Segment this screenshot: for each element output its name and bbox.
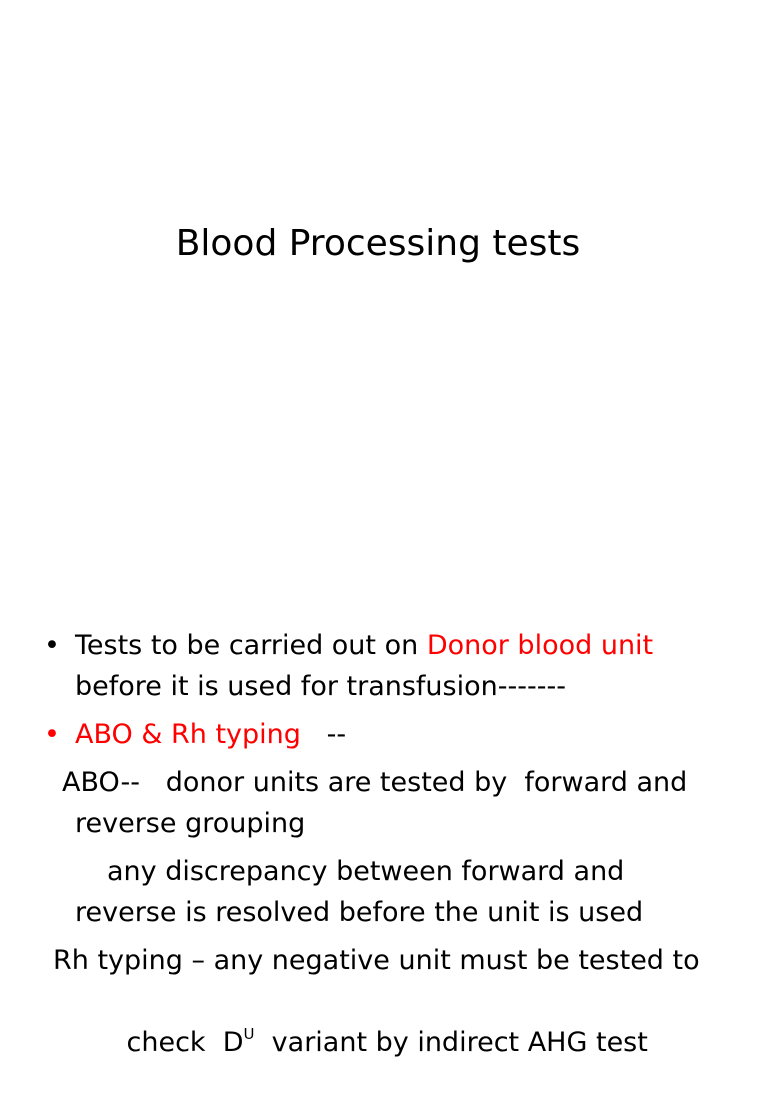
bullet-dot: • bbox=[44, 630, 60, 661]
bullet1-highlight: Donor blood unit bbox=[426, 630, 654, 661]
bullet-dot: • bbox=[44, 719, 60, 750]
bullet1-line1 bbox=[75, 625, 653, 666]
rh-line2-text: check D bbox=[126, 1027, 244, 1058]
rh-line1: Rh typing – any negative unit must be tested to bbox=[53, 945, 700, 976]
rh-line2 bbox=[75, 981, 648, 1104]
abo-line3: any discrepancy between forward and bbox=[107, 856, 625, 887]
rh-superscript: U bbox=[243, 1025, 255, 1043]
bullet1-line2: before it is used for transfusion------- bbox=[75, 671, 566, 702]
abo-line4: reverse is resolved before the unit is used bbox=[75, 897, 644, 928]
bullet2-suffix: -- bbox=[300, 719, 347, 750]
bullet2-line bbox=[75, 714, 346, 755]
bullet2-highlight: ABO & Rh typing bbox=[75, 719, 301, 750]
bullet1-text: Tests to be carried out on bbox=[75, 630, 427, 661]
abo-line2: reverse grouping bbox=[75, 808, 306, 839]
abo-line1: ABO-- donor units are tested by forward and bbox=[62, 767, 688, 798]
slide-title: Blood Processing tests bbox=[175, 223, 581, 264]
rh-line2-rest: variant by indirect AHG test bbox=[254, 1027, 648, 1058]
